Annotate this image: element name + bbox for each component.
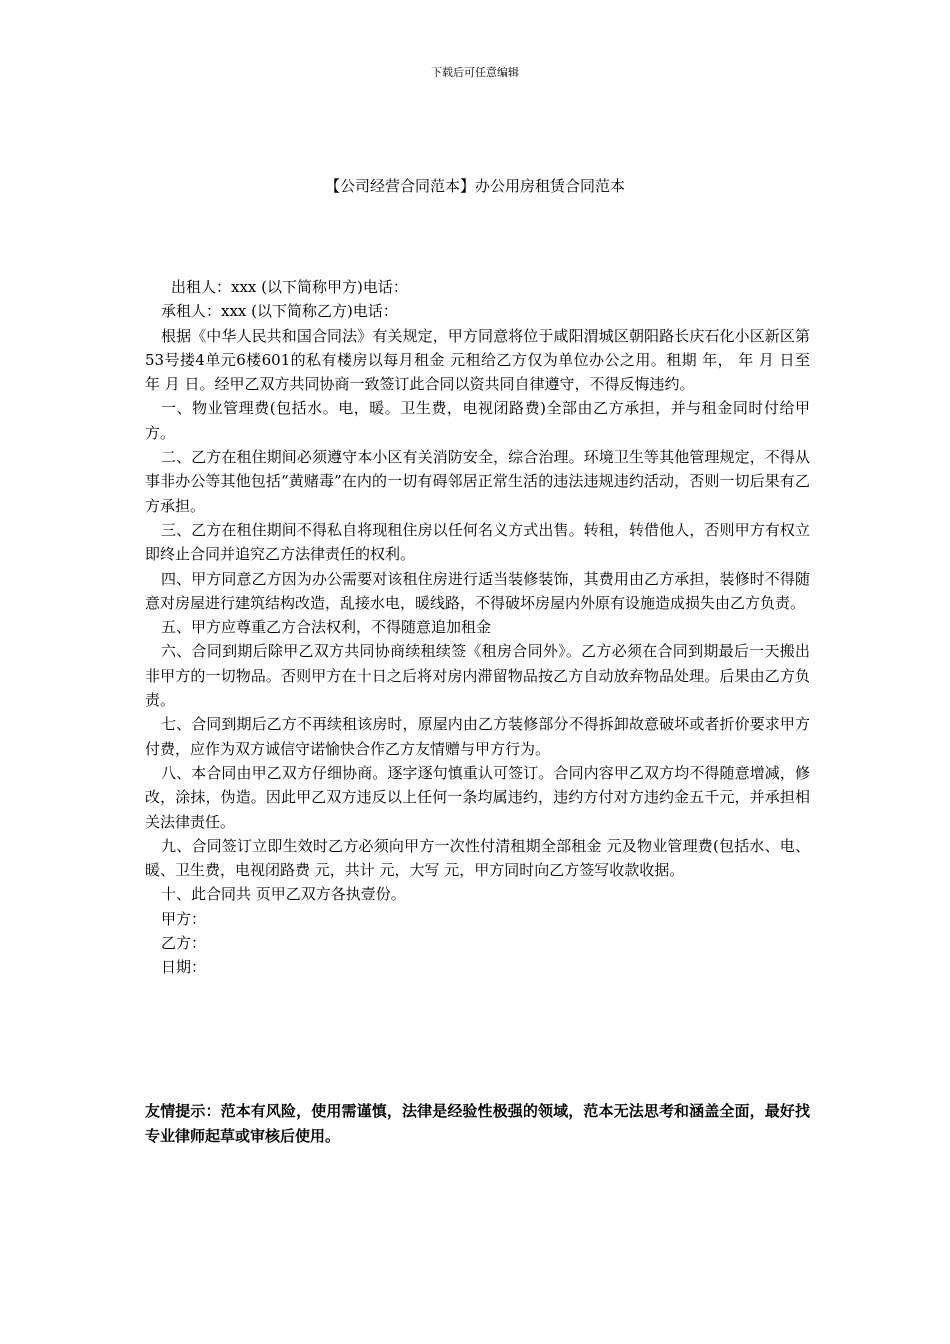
clause-7: 七、合同到期后乙方不再续租该房时，原屋内由乙方装修部分不得拆卸故意破坏或者折价要求甲方付费，应作为双方诚信守诺愉快合作乙方友情赠与甲方行为。 (145, 715, 810, 758)
clause-6: 六、合同到期后除甲乙双方共同协商续租续签《租房合同外》。乙方必须在合同到期最后一天搬出非甲方的一切物品。否则甲方在十日之后将对房内滞留物品按乙方自动放弃物品处理。后果由乙方负责。 (145, 642, 810, 710)
clause-4: 四、甲方同意乙方因为办公需要对该租住房进行适当装修装饰，其费用由乙方承担，装修时不得随意对房屋进行建筑结构改造，乱接水电，暖线路，不得破坏房屋内外原有设施造成损失由乙方负责。 (145, 569, 810, 612)
clause-8: 八、本合同由甲乙双方仔细协商。逐字逐句慎重认可签订。合同内容甲乙双方均不得随意增减，修改，涂抹，伪造。因此甲乙双方违反以上任何一条均属违约，违约方付对方违约金五千元，并承担相关法律责任。 (145, 763, 810, 831)
clause-2: 二、乙方在租住期间必须遵守本小区有关消防安全，综合治理。环境卫生等其他管理规定，不得从事非办公等其他包括“黄赌毒”在内的一切有碍邻居正常生活的违法违规违约活动，否则一切后果有乙方承担。 (145, 448, 810, 515)
header-note: 下载后可任意编辑 (431, 66, 519, 79)
clause-9: 九、合同签订立即生效时乙方必须向甲方一次性付清租期全部租金 元及物业管理费(包括水、电、暖、卫生费，电视闭路费 元，共计 元，大写 元，甲方同时向乙方签写收款收据。 (145, 836, 810, 880)
document-title: 【公司经营合同范本】办公用房租赁合同范本 (324, 177, 625, 195)
clause-3: 三、乙方在租住期间不得私自将现租住房以任何名义方式出售。转租，转借他人，否则甲方有权立即终止合同并追究乙方法律责任的权利。 (145, 520, 810, 564)
signature-party-a: 甲方： (161, 909, 207, 928)
clause-1: 一、物业管理费(包括水。电，暖。卫生费，电视闭路费)全部由乙方承担，并与租金同时付给甲方。 (145, 399, 810, 442)
friendly-tip: 友情提示：范本有风险，使用需谨慎，法律是经验性极强的领域，范本无法思考和涵盖全面，最好找专业律师起草或审核后使用。 (145, 1102, 810, 1145)
clause-5: 五、甲方应尊重乙方合法权利，不得随意追加租金 (161, 618, 492, 637)
preamble-paragraph: 根据《中华人民共和国合同法》有关规定，甲方同意将位于咸阳渭城区朝阳路长庆石化小区新区第53号搂4单元6楼601的私有楼房以每月租金 元租给乙方仅为单位办公之用。租期 年， 年 月 日至 年 月 日。经甲乙双方共同协商一致签订此合同以资共同自律遵守，不得反悔违约。 (145, 326, 810, 394)
lessor-line: 出租人：xxx (以下简称甲方)电话： (171, 278, 408, 296)
signature-party-b: 乙方： (161, 934, 207, 953)
contract-body (145, 275, 810, 980)
lessee-line: 承租人：xxx (以下简称乙方)电话： (161, 302, 398, 321)
signature-date: 日期： (161, 958, 207, 977)
clause-10: 十、此合同共 页甲乙双方各执壹份。 (161, 885, 406, 904)
